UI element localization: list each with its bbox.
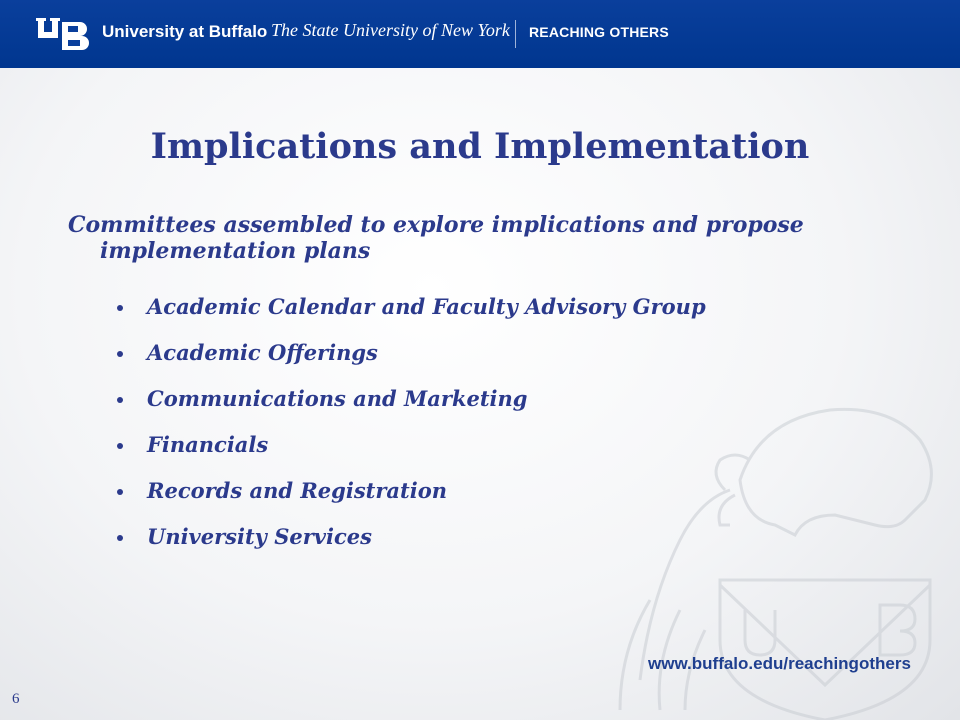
header-bar [0, 0, 960, 68]
system-name: The State University of New York [271, 20, 510, 40]
page-number: 6 [12, 691, 20, 707]
list-item-label: Academic Calendar and Faculty Advisory Group [147, 294, 706, 319]
committee-list [114, 294, 854, 570]
bullet-icon [117, 305, 123, 311]
list-item-label: Communications and Marketing [147, 386, 528, 411]
list-item-label: Academic Offerings [147, 340, 378, 365]
list-item [114, 432, 854, 457]
list-item [114, 340, 854, 365]
slide-title: Implications and Implementation [150, 126, 810, 167]
list-item-label: University Services [147, 524, 372, 549]
list-item [114, 294, 854, 319]
university-name: University at Buffalo [102, 22, 268, 41]
header-divider [515, 20, 516, 48]
bullet-icon [117, 397, 123, 403]
bullet-icon [117, 535, 123, 541]
list-item [114, 478, 854, 503]
list-item [114, 386, 854, 411]
list-item-label: Records and Registration [147, 478, 447, 503]
bullet-icon [117, 489, 123, 495]
list-item-label: Financials [147, 432, 269, 457]
tagline: REACHING OTHERS [529, 24, 669, 40]
lead-paragraph: Committees assembled to explore implications and propose implementation plans [68, 212, 804, 264]
list-item [114, 524, 854, 549]
bullet-icon [117, 443, 123, 449]
ub-logo-icon [36, 16, 94, 52]
bullet-icon [117, 351, 123, 357]
footer-url: www.buffalo.edu/reachingothers [648, 654, 911, 673]
